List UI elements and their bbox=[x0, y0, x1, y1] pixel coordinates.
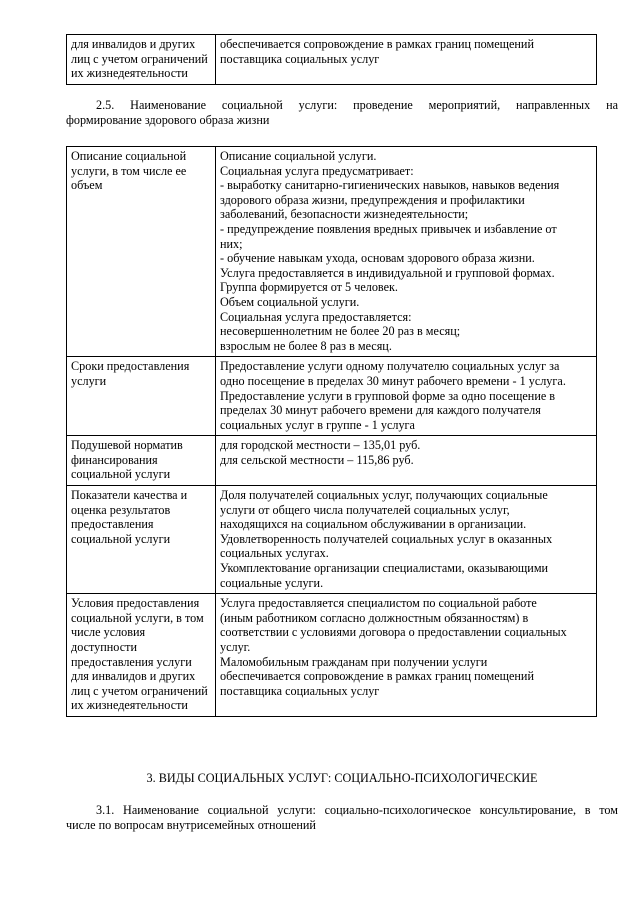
text-line: Предоставление услуги одному получателю социальных услуг за bbox=[220, 359, 560, 374]
text-line: услуг. bbox=[220, 640, 251, 654]
text-line: Маломобильным гражданам при получении услуги bbox=[220, 654, 488, 669]
row-content-cell bbox=[216, 594, 597, 717]
text-line: предоставления bbox=[71, 517, 154, 532]
text-line: предоставления услуги bbox=[71, 654, 192, 669]
top-table-fragment bbox=[66, 34, 597, 85]
text-line: для городской местности – 135,01 руб. bbox=[220, 438, 421, 453]
text-line: оценка результатов bbox=[71, 502, 171, 517]
section-2-5-title bbox=[66, 98, 618, 127]
text-line: соответствии с условиями договора о предоставлении социальных bbox=[220, 625, 567, 640]
text-line: обеспечивается сопровождение в рамках границ помещений bbox=[220, 669, 534, 684]
text-line: числе условия bbox=[71, 625, 146, 640]
text-line: социальной услуги, в том bbox=[71, 610, 204, 625]
table-row bbox=[67, 594, 597, 717]
text-line: Доля получателей социальных услуг, получающих социальные bbox=[220, 488, 548, 503]
text-line: их жизнедеятельности bbox=[71, 66, 188, 81]
table-row bbox=[67, 436, 597, 486]
text-line: них; bbox=[220, 236, 243, 251]
text-line: финансирования bbox=[71, 452, 158, 467]
row-label-cell bbox=[67, 436, 216, 486]
table-row bbox=[67, 35, 597, 85]
text-line: взрослым не более 8 раз в месяц. bbox=[220, 338, 392, 353]
text-line: социальных услуг в группе - 1 услуга bbox=[220, 417, 415, 432]
text-line: Сроки предоставления bbox=[71, 359, 190, 374]
text-line: Описание социальной bbox=[71, 149, 187, 163]
table-row bbox=[67, 147, 597, 357]
text-line: Социальная услуга предусматривает: bbox=[220, 163, 414, 178]
row-label-cell bbox=[67, 594, 216, 717]
row-label-cell bbox=[67, 147, 216, 357]
row-content-cell bbox=[216, 35, 597, 85]
text-line: Удовлетворенность получателей социальных услуг в оказанных bbox=[220, 531, 553, 546]
text-line: лиц с учетом ограничений bbox=[71, 683, 208, 698]
text-line: Показатели качества и bbox=[71, 488, 188, 503]
text-line: социальной услуги bbox=[71, 531, 171, 546]
text-line: услуги от общего числа получателей социальных услуг, bbox=[220, 502, 510, 517]
text-line: пределах 30 минут рабочего времени для каждого получателя bbox=[220, 403, 541, 418]
text-line: для инвалидов и других bbox=[71, 37, 196, 51]
section-3-1-line-1: 3.1. Наименование социальной услуги: социально-психологическое консультирование, в том bbox=[96, 803, 618, 817]
text-line: Группа формируется от 5 человек. bbox=[220, 280, 398, 295]
text-line: доступности bbox=[71, 640, 137, 654]
text-line: Укомплектование организации специалистами, оказывающими bbox=[220, 561, 549, 576]
row-content-cell bbox=[216, 147, 597, 357]
row-label-cell bbox=[67, 35, 216, 85]
section-2-5-line-1: 2.5. Наименование социальной услуги: проведение мероприятий, направленных на bbox=[96, 98, 618, 112]
service-description-table bbox=[66, 146, 597, 717]
text-line: их жизнедеятельности bbox=[71, 698, 188, 713]
text-line: несовершеннолетним не более 20 раз в месяц; bbox=[220, 324, 461, 339]
row-content-cell bbox=[216, 486, 597, 594]
text-line: Описание социальной услуги. bbox=[220, 149, 377, 163]
text-line: Социальная услуга предоставляется: bbox=[220, 309, 412, 324]
text-line: - выработку санитарно-гигиенических навыков, навыков ведения bbox=[220, 178, 560, 193]
table-row bbox=[67, 486, 597, 594]
text-line: поставщика социальных услуг bbox=[220, 683, 380, 698]
text-line: лиц с учетом ограничений bbox=[71, 51, 208, 66]
section-3-1-title bbox=[66, 803, 618, 832]
row-content-cell bbox=[216, 436, 597, 486]
section-3-heading: 3. ВИДЫ СОЦИАЛЬНЫХ УСЛУГ: СОЦИАЛЬНО-ПСИХОЛОГИЧЕСКИЕ bbox=[146, 771, 538, 785]
text-line: социальной услуги bbox=[71, 467, 171, 482]
text-line: - предупреждение появления вредных привычек и избавление от bbox=[220, 221, 557, 236]
text-line: (иным работником согласно должностным обязанностям) в bbox=[220, 610, 529, 625]
text-line: социальных услугах. bbox=[220, 546, 329, 561]
text-line: Подушевой норматив bbox=[71, 438, 183, 453]
text-line: одно посещение в пределах 30 минут рабочего времени - 1 услуга. bbox=[220, 373, 566, 388]
text-line: социальные услуги. bbox=[220, 575, 324, 590]
text-line: объем bbox=[71, 178, 103, 193]
row-content-cell bbox=[216, 357, 597, 436]
text-line: здорового образа жизни, предупреждения и профилактики bbox=[220, 192, 525, 207]
text-line: Услуга предоставляется в индивидуальной и групповой формах. bbox=[220, 265, 555, 280]
text-line: Услуга предоставляется специалистом по социальной работе bbox=[220, 596, 537, 611]
row-label-cell bbox=[67, 486, 216, 594]
row-label-cell bbox=[67, 357, 216, 436]
text-line: находящихся на социальном обслуживании в организации. bbox=[220, 517, 527, 532]
text-line: Предоставление услуги в групповой форме за одно посещение в bbox=[220, 388, 556, 403]
table-row bbox=[67, 357, 597, 436]
text-line: Объем социальной услуги. bbox=[220, 294, 360, 309]
text-line: заболеваний, безопасности жизнедеятельности; bbox=[220, 207, 469, 222]
text-line: поставщика социальных услуг bbox=[220, 51, 380, 66]
section-2-5-line-2: формирование здорового образа жизни bbox=[66, 112, 270, 127]
section-3-1-line-2: числе по вопросам внутрисемейных отношений bbox=[66, 817, 316, 832]
text-line: обеспечивается сопровождение в рамках границ помещений bbox=[220, 37, 534, 51]
text-line: Условия предоставления bbox=[71, 596, 200, 611]
text-line: услуги bbox=[71, 373, 107, 388]
text-line: для инвалидов и других bbox=[71, 669, 196, 684]
text-line: для сельской местности – 115,86 руб. bbox=[220, 452, 414, 467]
text-line: - обучение навыкам ухода, основам здорового образа жизни. bbox=[220, 251, 535, 266]
text-line: услуги, в том числе ее bbox=[71, 163, 187, 178]
